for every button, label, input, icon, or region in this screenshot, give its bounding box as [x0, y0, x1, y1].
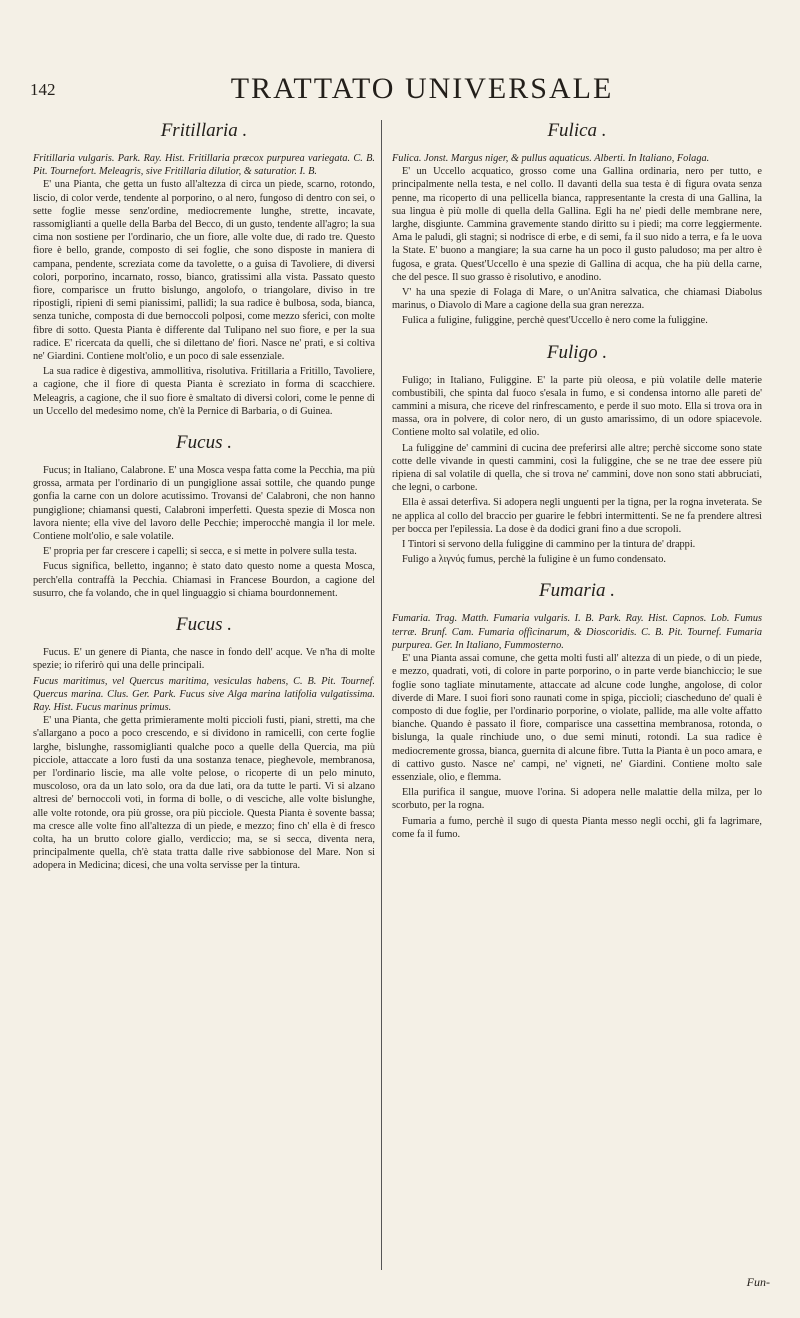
entry-paragraph: Fuligo; in Italiano, Fuliggine. E' la parte più oleosa, e più volatile delle materie combustibili, che spinta dal fuoco s'esala in fumo, e si condensa intorno alle pareti de' cammini a misura, che riceve del rinfrescamento, e perde il suo moto. Ella si trova ora in massa, ora in polvere, di color nero, di un gusto amarissimo, di un odore spiacevole. Contiene molto sal volatile, ed olio.: [392, 374, 762, 439]
entry-synonyms: Fucus maritimus, vel Quercus maritima, vesiculas habens, C. B. Pit. Tournef. Quercus marina. Clus. Ger. Park. Fucus sive Alga marina latifolia vulgatissima. Ray. Hist. Fucus marinus primus.: [33, 675, 375, 713]
entry-title: Fulica .: [547, 120, 607, 141]
entry-paragraph: Fumaria a fumo, perchè il sugo di questa Pianta messo negli occhi, gli fa lagrimare, come fa il fumo.: [392, 815, 762, 840]
entry-fulica: [392, 120, 762, 328]
entry-paragraph: V' ha una spezie di Folaga di Mare, o un'Anitra salvatica, che chiamasi Diabolus marinus, o Diavolo di Mare a cagione della sua gran nerezza.: [392, 287, 762, 312]
entry-paragraph: I Tintori si servono della fuliggine di cammino per la tintura de' drappi.: [402, 539, 696, 551]
entry-paragraph: La sua radice è digestiva, ammollitiva, risolutiva. Fritillaria a Fritillo, Tavoliere, a cagione, che il fiore di questa Pianta è screziato in forma di scacchiere. Meleagris, a cagione, che il suo fiore è smaltato di diversi colori, come le penne di un Uccello del medesimo nome, ch'è la Pernice di Barbaria, o di Guinea.: [33, 366, 375, 417]
entry-paragraph: E' una Pianta, che getta un fusto all'altezza di circa un piede, scarno, rotondo, liscio, di color verde, tendente al porporino, o al nero, fungoso di dentro con sei, o sette foglie messe senz'ordine, mediocremente lunghe, strette, incavate, rassomiglianti a quelle della Barba del Becco, di un gusto, tendente all'agro; la sua cima non sostiene per l'ordinario, che un fiore, alle volte due, di rado tre. Questo fiore è bello, grande, composto di sei foglie, che sono disposte in maniera di campana, pendente, screziata come da tavolette, o a guisa di Tavoliere, di diversi colori, porporino, incarnato, rosso, bianco, gratissimi alla vista. Passato questo fiore, comparisce un frutto bislungo, angolofo, o triangolare, diviso in tre ripostigli, ripieni di semi pianissimi, pallidi; la sua radice è bulbosa, soda, bianca, senza tuniche, composta di due bernoccoli polposi, come mezzo sferici, con molte fibre di sotto. Questa Pianta è differente dal Tulipano nel suo fiore, e per la sua radice. E' ricercata da quelli, che si dilettano de' fiori. Nasce ne' prati, e si coltiva ne' Giardini. Contiene molt'olio, e un poco di sale essenziale.: [33, 179, 375, 363]
entry-paragraph: Fucus; in Italiano, Calabrone. E' una Mosca vespa fatta come la Pecchia, ma più grossa, armata per l'ordinario di un pungiglione assai sottile, che quando punge gonfia la carne con un dolore acutissimo. Trovansi de' Calabroni, che non hanno pungiglione; chiamansi questi, Calabroni imperfetti. Questa spezie di Mosca non lavora niente; ella vive del lavoro delle Pecchie; imperocchè mangia il lor mele. Contiene molt'olio, e sale volatile.: [33, 465, 375, 543]
catchword: Fun-: [746, 1275, 770, 1289]
entry-paragraph: E' una Pianta, che getta primieramente molti piccioli fusti, piani, stretti, ma che s'allargano a poco a poco crescendo, e si dividono in ramicelli, con certe foglie larghe, bislunghe, rassomiglianti qualche poco a quelle della Quercia, ma più picciole, attaccate a loro fusti da una sostanza tenace, pieghevole, membranosa, per l'ordinario liscie, ma alle volte pelose, o ricoperte di un pelo minuto, muscoloso, ora da un lato solo, ora da due lati, ora da tutte le parti. Vi si alzano altresì de' bernoccoli voti, in forma di bolle, o di vesciche, alle volte bislunghe, alle volte rotonde, ora più grosse, ora più picciole. Questa Pianta è sovente bassa; ma cresce alle volte fino all'altezza di un piede, e mezzo; fino ch' ella è di fresco colta, ha un brutto colore giallo, verdiccio; ma, se si secca, diventa nera, principalmente quella, ch'è stata tratta dalle rive sabbionose del Mare. Non si adopera in Medicina; dicesi, che una volta servisse per la tintura.: [33, 715, 375, 872]
entry-fritillaria: [33, 120, 375, 418]
entry-paragraph: La fuliggine de' cammini di cucina dee preferirsi alle altre; perchè siccome sono state cotte delle vivande in questi cammini, così la fuliggine, che se ne trae dee essere più ripiena di sal volatile di quella, che si trova ne' cammini, dove non sono stati abbruciati, che legni, o carbone.: [392, 442, 762, 494]
page-number: 142: [30, 80, 56, 99]
running-title: TRATTATO UNIVERSALE: [230, 72, 614, 105]
entry-title: Fritillaria .: [160, 120, 248, 141]
right-column: [392, 120, 762, 843]
entry-title: Fumaria .: [539, 580, 615, 602]
entry-paragraph: Fulica a fuligine, fuliggine, perchè quest'Uccello è nero come la fuliggine.: [402, 315, 708, 327]
entry-paragraph: Fucus. E' un genere di Pianta, che nasce in fondo dell' acque. Ve n'ha di molte spezie; io riferirò qui una delle principali.: [33, 647, 375, 672]
entry-synonyms: Fritillaria vulgaris. Park. Ray. Hist. Fritillaria præcox purpurea variegata. C. B. Pit. Tournefort. Meleagris, sive Fritillaria dilutior, & saturatior. I. B.: [33, 153, 375, 178]
entry-synonyms: Fulica. Jonst. Margus niger, & pullus aquaticus. Alberti. In Italiano, Folaga.: [392, 153, 710, 164]
column-divider: [381, 120, 382, 1270]
entry-fumaria: [392, 580, 762, 840]
left-column: [33, 120, 375, 875]
entry-paragraph: E' propria per far crescere i capelli; si secca, e si mette in polvere sulla testa.: [43, 546, 357, 558]
entry-title: Fucus .: [176, 614, 232, 636]
entry-paragraph: Ella purifica il sangue, muove l'orina. Si adopera nelle malattie della milza, per lo scorbuto, per la rogna.: [392, 787, 762, 812]
entry-fucus-insect: [33, 432, 375, 600]
entry-title: Fuligo .: [546, 341, 608, 363]
entry-paragraph: Fucus significa, belletto, inganno; è stato dato questo nome a questa Mosca, perch'ella contraffà la Pecchia. Chiamasi in Francese Bourdon, a cagione del susurro, che fa volando, che in quel linguaggio si chiama bourdonnement.: [33, 561, 375, 599]
entry-synonyms: Fumaria. Trag. Matth. Fumaria vulgaris. I. B. Park. Ray. Hist. Capnos. Lob. Fumus terræ. Brunf. Cam. Fumaria officinarum, & Dioscoridis. C. B. Pit. Tournef. Fumaria purpurea. Ger. In Italiano, Fummosterno.: [392, 613, 762, 651]
entry-paragraph: Fuligo a λιγνύς fumus, perchè la fuligine è un fumo condensato.: [402, 554, 666, 566]
entry-paragraph: E' una Pianta assai comune, che getta molti fusti all' altezza di un piede, o di un piede, e mezzo, quadrati, voti, di colore in parte porporino, o in parte verde bianchiccio; le sue foglie sono tagliate minutamente, attaccate ad alcune code lunghe, angolose, di color diverde di Mare. I suoi fiori sono raunati come in spiga, piccioli; ciascheduno de' quali è composto di due foglie, per l'ordinario porporine, o violate, pallide, ma alle volte affatto bianche. Quando è passato il fiore, comparisce una cassettina membranosa, rotonda, o bislunga, la quale rinchiude uno, o due semi minuti, rotondi. La sua radice è mediocremente grossa, bianca, guernita di alcune fibre. Tutta la Pianta è un poco amara, e di cattivo gusto. Nasce ne' campi, ne' vigneti, ne' Giardini. Contiene molto sale essenziale, olio, e flemma.: [392, 653, 762, 783]
entry-paragraph: Ella è assai deterfiva. Si adopera negli unguenti per la tigna, per la rogna inveterata. Se ne applica al collo del braccio per guarire le febbri intermittenti. Se ne fa prendere altresì per bocca per l'epilessia. La dose è da dodici grani fino a due scropoli.: [392, 497, 762, 535]
entry-fucus-plant: [33, 614, 375, 872]
entry-paragraph: E' un Uccello acquatico, grosso come una Gallina ordinaria, nero per tutto, e principalmente nella testa, e nel collo. Il davanti della sua testa è di figura ovata senza penne, ma ricoperto di una pellicella bianca, rappresentante la cresta di una Gallina, la sua lingua è più molle di quella della Gallina. Egli ha ne' piedi delle membrane nere, larghe, disgiunte. Cammina gravemente stando diritto su i piedi; ma corre leggiermente. Ama le paludi, gli stagni; si nodrisce di erbe, e di semi, fa il suo nido a terra, e fa le uova la State. E' buono a mangiare; la sua carne ha un poco il gusto paludoso; ma per altro è fugosa, e grata. Quest'Uccello è una spezie di Gallina di acqua, che ha più della carne, che del pesce. Il suo grasso è risolutivo, e anodino.: [392, 166, 762, 283]
entry-title: Fucus .: [176, 432, 232, 454]
entry-fuligo: [392, 342, 762, 567]
